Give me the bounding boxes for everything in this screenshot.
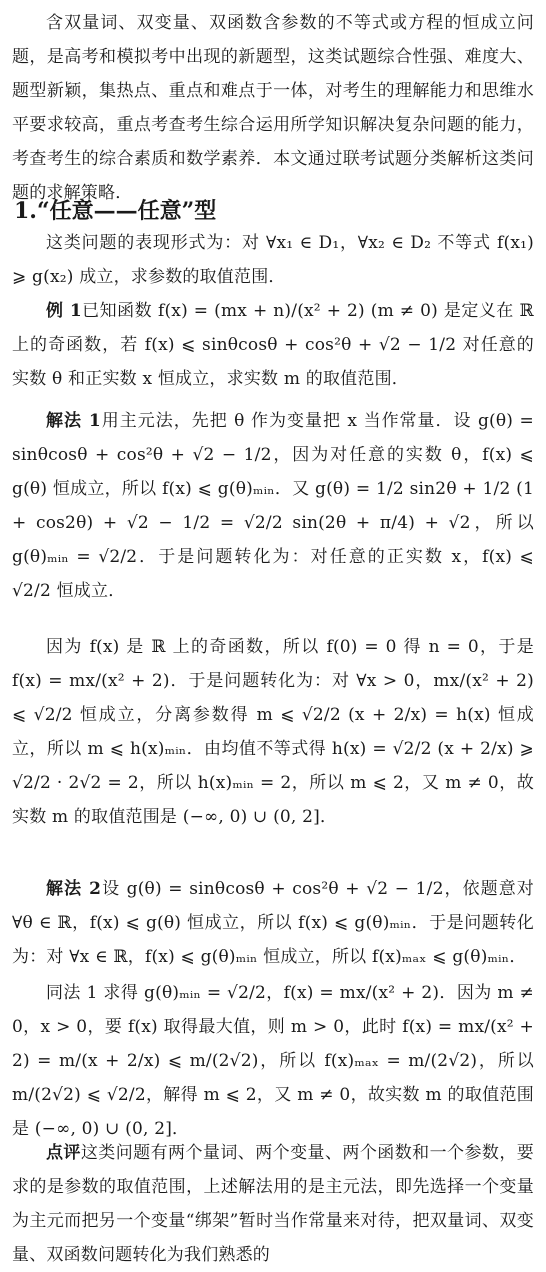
intro-paragraph: 含双量词、双变量、双函数含参数的不等式或方程的恒成立问题，是高考和模拟考中出现的新题型，这类试题综合性强、难度大、题型新颖，集热点、重点和难点于一体，对考生的理解能力和思维水平要求较高，重点考查考生综合运用所学知识解决复杂问题的能力，考查考生的综合素质和数学素养．本文通过联考试题分类解析这类问题的求解策略． (12, 13, 534, 203)
solution-2-part-2: 同法 1 求得 g(θ)ₘᵢₙ = √2/2，f(x) = mx/(x² + 2)．因为 m ≠ 0，x > 0，要 f(x) 取得最大值，则 m > 0，此时 f(x) = mx/(x² + 2) = m/(x + 2/x) ⩽ m/(2√2)，所以 f(x)ₘₐₓ = m/(2√2)，所以 m/(2√2) ⩽ √2/2，解得 m ⩽ 2，又 m ≠ 0，故实数 m 的取值范围是 (−∞, 0) ∪ (0, 2]． (12, 983, 534, 1139)
example-label: 例 1 (46, 301, 82, 321)
comment-paragraph (12, 1136, 534, 1272)
comment-text: 这类问题有两个量词、两个变量、两个函数和一个参数，要求的是参数的取值范围，上述解法用的是主元法，即先选择一个变量为主元而把另一个变量“绑架”暂时当作常量来对待，把双量词、双变量、双函数问题转化为我们熟悉的 (12, 1143, 534, 1265)
solution-1-text: 用主元法，先把 θ 作为变量把 x 当作常量．设 g(θ) = sinθcosθ + cos²θ + √2 − 1/2，因为对任意的实数 θ，f(x) ⩽ g(θ) 恒成立，所以 f(x) ⩽ g(θ)ₘᵢₙ．又 g(θ) = 1/2 sin2θ + 1/2 (1 + cos2θ) + √2 − 1/2 = √2/2 sin(2θ + π/4) + √2，所以 g(θ)ₘᵢₙ = √2/2．于是问题转化为：对任意的正实数 x，f(x) ⩽ √2/2 恒成立． (12, 411, 534, 601)
solution-1-part-1 (12, 404, 534, 608)
comment-label: 点评 (46, 1143, 81, 1163)
solution-2-label: 解法 2 (46, 879, 102, 899)
section-title: 1.“任意——任意”型 (14, 198, 217, 224)
solution-1-label: 解法 1 (46, 411, 101, 431)
example-1 (12, 294, 534, 396)
problem-form-paragraph: 这类问题的表现形式为：对 ∀x₁ ∈ D₁，∀x₂ ∈ D₂ 不等式 f(x₁) ⩾ g(x₂) 成立，求参数的取值范围． (12, 233, 534, 287)
solution-2-part-1 (12, 872, 534, 974)
solution-1-part-2: 因为 f(x) 是 ℝ 上的奇函数，所以 f(0) = 0 得 n = 0，于是 f(x) = mx/(x² + 2)．于是问题转化为：对 ∀x > 0，mx/(x² + 2) ⩽ √2/2 恒成立，分离参数得 m ⩽ √2/2 (x + 2/x) = h(x) 恒成立，所以 m ⩽ h(x)ₘᵢₙ．由均值不等式得 h(x) = √2/2 (x + 2/x) ⩾ √2/2 · 2√2 = 2，所以 h(x)ₘᵢₙ = 2，所以 m ⩽ 2，又 m ≠ 0，故实数 m 的取值范围是 (−∞, 0) ∪ (0, 2]． (12, 637, 534, 827)
solution-2-text: 设 g(θ) = sinθcosθ + cos²θ + √2 − 1/2，依题意对 ∀θ ∈ ℝ，f(x) ⩽ g(θ) 恒成立，所以 f(x) ⩽ g(θ)ₘᵢₙ．于是问题转化为：对 ∀x ∈ ℝ，f(x) ⩽ g(θ)ₘᵢₙ 恒成立，所以 f(x)ₘₐₓ ⩽ g(θ)ₘᵢₙ． (12, 879, 534, 967)
example-text: 已知函数 f(x) = (mx + n)/(x² + 2) (m ≠ 0) 是定义在 ℝ 上的奇函数，若 f(x) ⩽ sinθcosθ + cos²θ + √2 − 1/2 对任意的实数 θ 和正实数 x 恒成立，求实数 m 的取值范围． (12, 301, 534, 389)
